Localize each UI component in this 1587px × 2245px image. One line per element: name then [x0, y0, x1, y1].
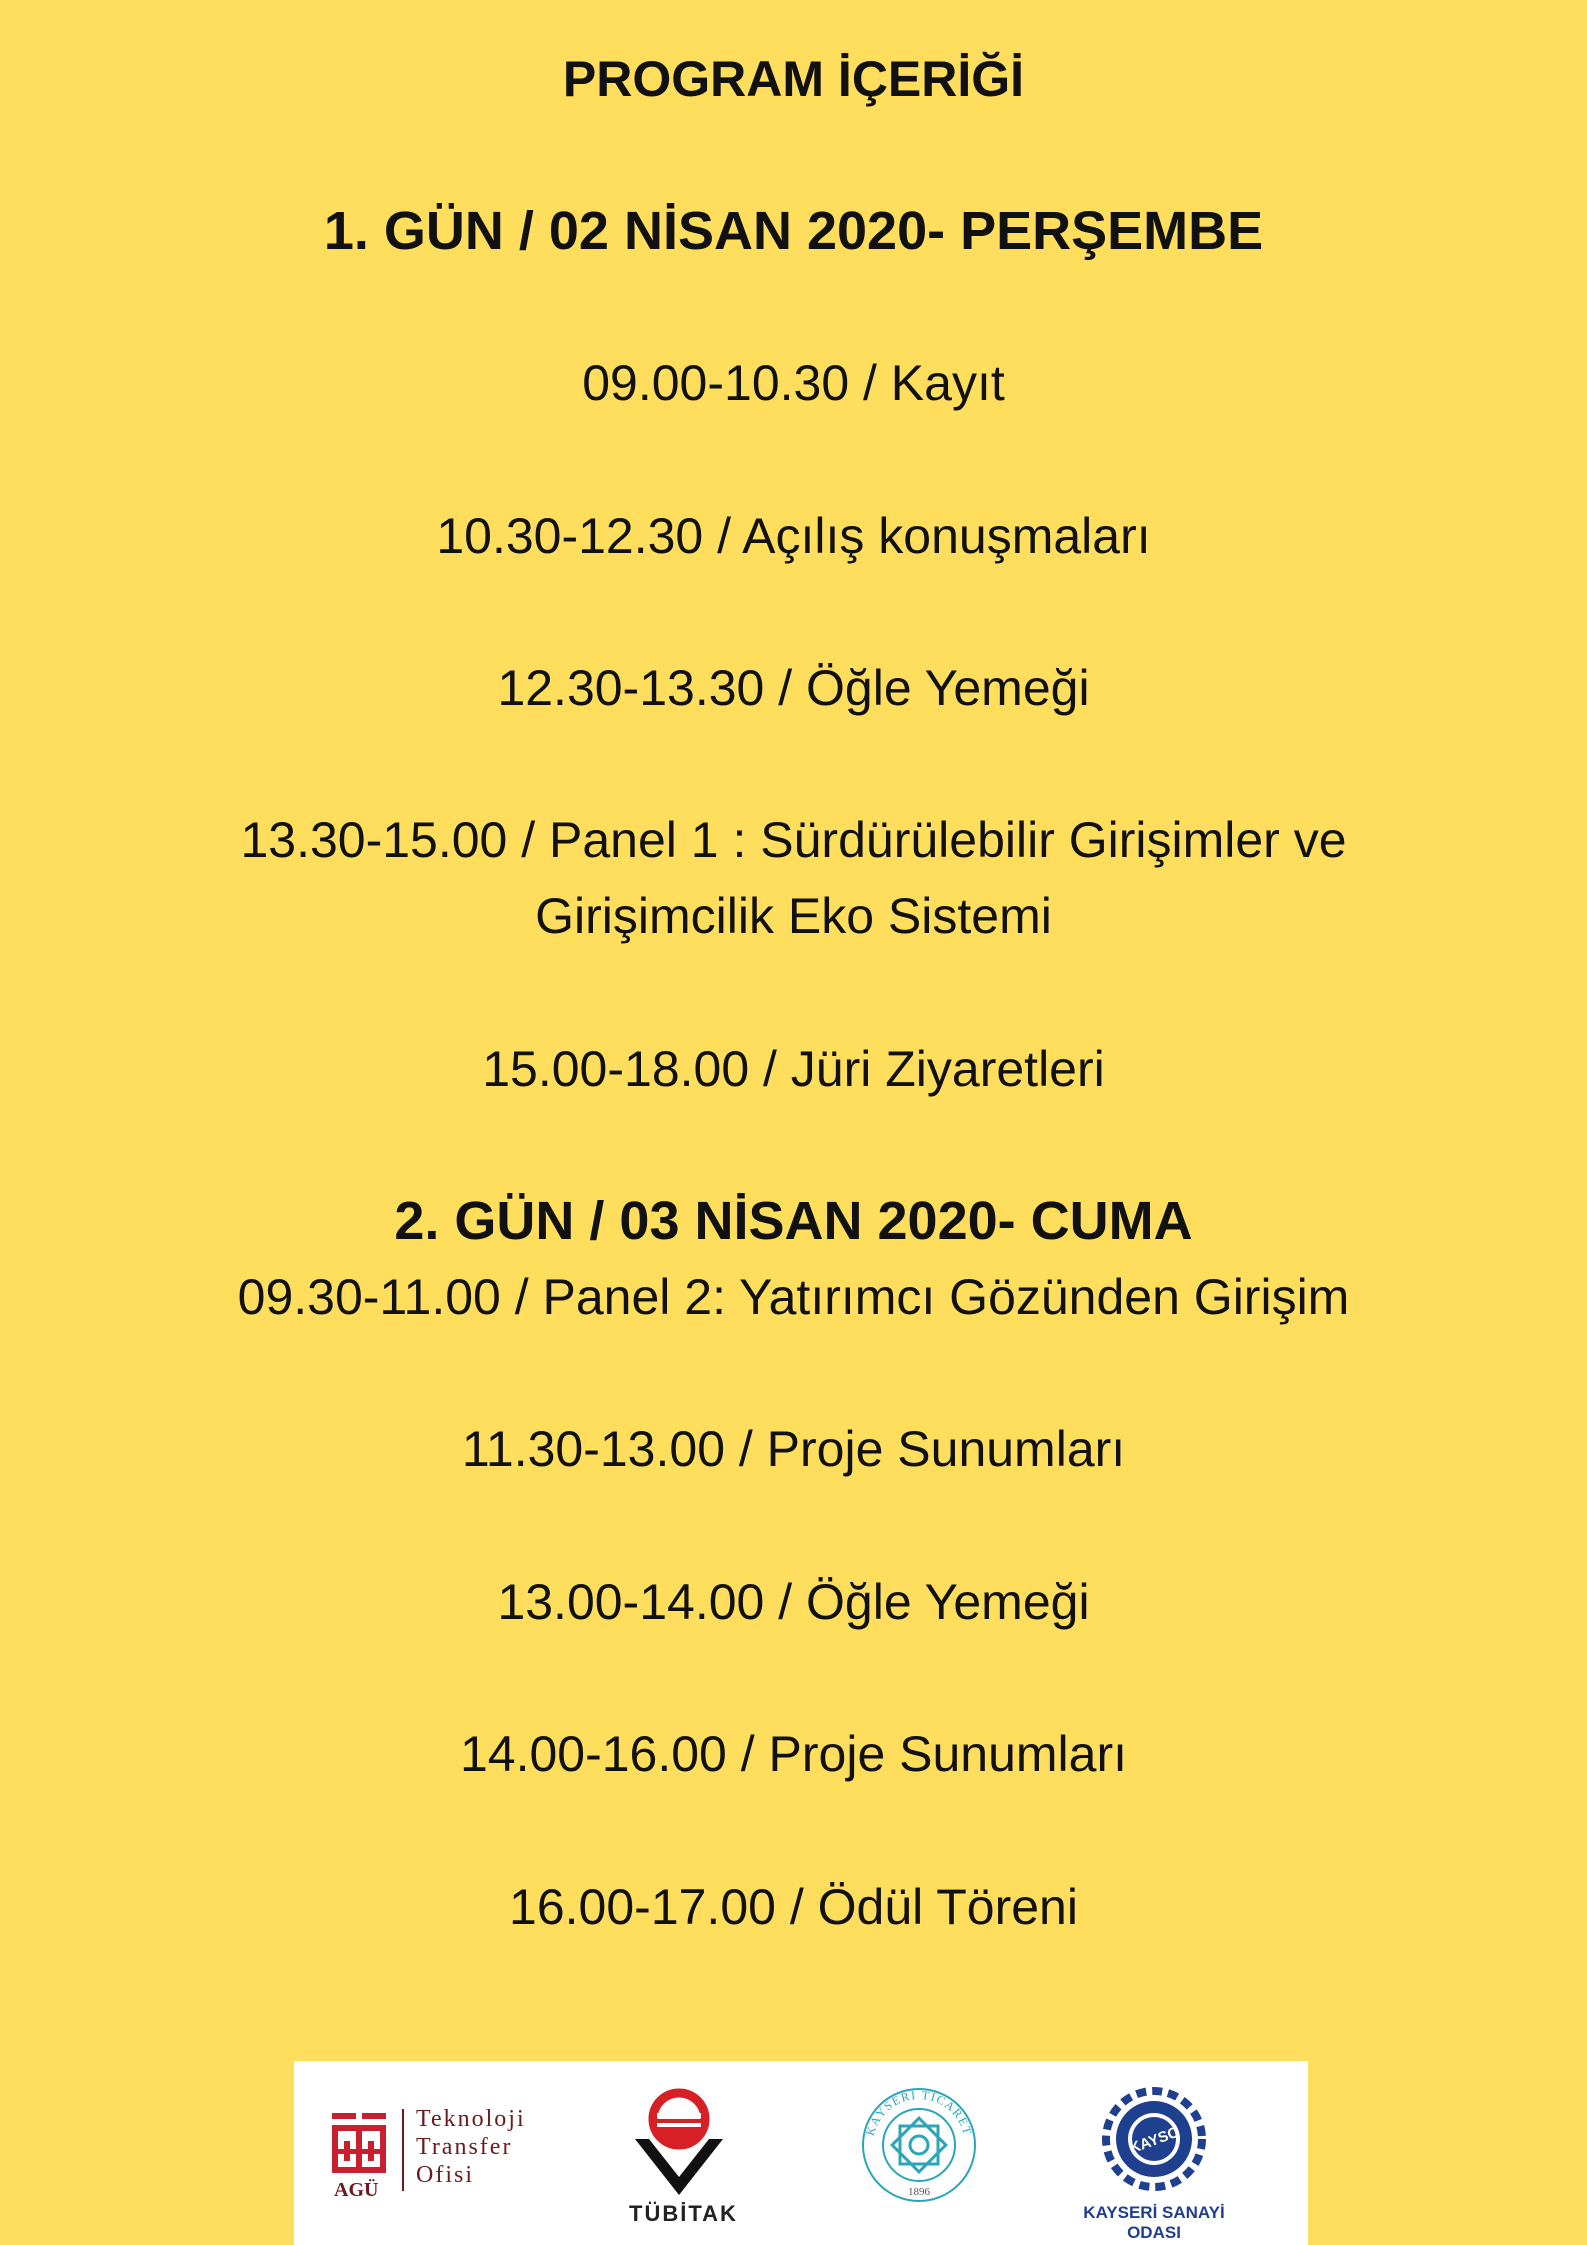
agu-mark-icon	[332, 2113, 386, 2183]
tubitak-name: TÜBİTAK	[629, 2201, 738, 2226]
day2-item-panel2: 09.30-11.00 / Panel 2: Yatırımcı Gözünden Girişim	[237, 1269, 1350, 1325]
day2-item-project-presentations-2: 14.00-16.00 / Proje Sunumları	[459, 1726, 1128, 1782]
agu-tto-logo	[332, 2099, 562, 2199]
agu-line-2: Transfer	[416, 2134, 513, 2160]
page-title: PROGRAM İÇERİĞİ	[562, 51, 1025, 107]
day1-item-jury-visits: 15.00-18.00 / Jüri Ziyaretleri	[482, 1041, 1105, 1097]
day1-item-panel1-line1: 13.30-15.00 / Panel 1 : Sürdürülebilir Girişimler ve	[240, 812, 1347, 868]
day2-item-lunch: 13.00-14.00 / Öğle Yemeği	[497, 1574, 1090, 1630]
agu-tto-wordmark	[416, 2105, 526, 2189]
agu-divider	[402, 2109, 404, 2191]
kto-year: 1896	[908, 2186, 930, 2198]
day1-item-registration: 09.00-10.30 / Kayıt	[582, 355, 1005, 411]
agu-abbreviation: AGÜ	[334, 2179, 379, 2201]
svg-text:KAYSERİ TİCARET ODASI	[859, 2083, 976, 2141]
day1-item-lunch: 12.30-13.30 / Öğle Yemeği	[497, 660, 1090, 716]
tubitak-logo	[629, 2083, 738, 2228]
day2-heading: 2. GÜN / 03 NİSAN 2020- CUMA	[394, 1191, 1193, 1251]
day2-item-project-presentations: 11.30-13.00 / Proje Sunumları	[461, 1421, 1126, 1477]
agu-line-1: Teknoloji	[416, 2106, 526, 2132]
kayseri-sanayi-odasi-logo	[1069, 2081, 1239, 2242]
sponsor-logo-bar	[294, 2061, 1308, 2245]
tubitak-emblem-icon	[629, 2083, 729, 2198]
kayso-gear-icon	[1069, 2081, 1239, 2201]
kto-seal-icon	[859, 2083, 979, 2213]
day1-item-opening-speeches: 10.30-12.30 / Açılış konuşmaları	[436, 508, 1151, 564]
kayso-badge-text: KAYSO	[1127, 2123, 1182, 2158]
kayso-name: KAYSERİ SANAYİ ODASI	[1083, 2203, 1225, 2242]
day1-heading: 1. GÜN / 02 NİSAN 2020- PERŞEMBE	[323, 201, 1264, 261]
day2-item-award-ceremony: 16.00-17.00 / Ödül Töreni	[509, 1879, 1078, 1935]
day1-item-panel1-line2: Girişimcilik Eko Sistemi	[535, 888, 1052, 944]
agu-line-3: Ofisi	[416, 2162, 474, 2188]
kto-ring-text: KAYSERİ TİCARET	[863, 2087, 975, 2138]
kayseri-ticaret-odasi-logo	[859, 2083, 979, 2213]
